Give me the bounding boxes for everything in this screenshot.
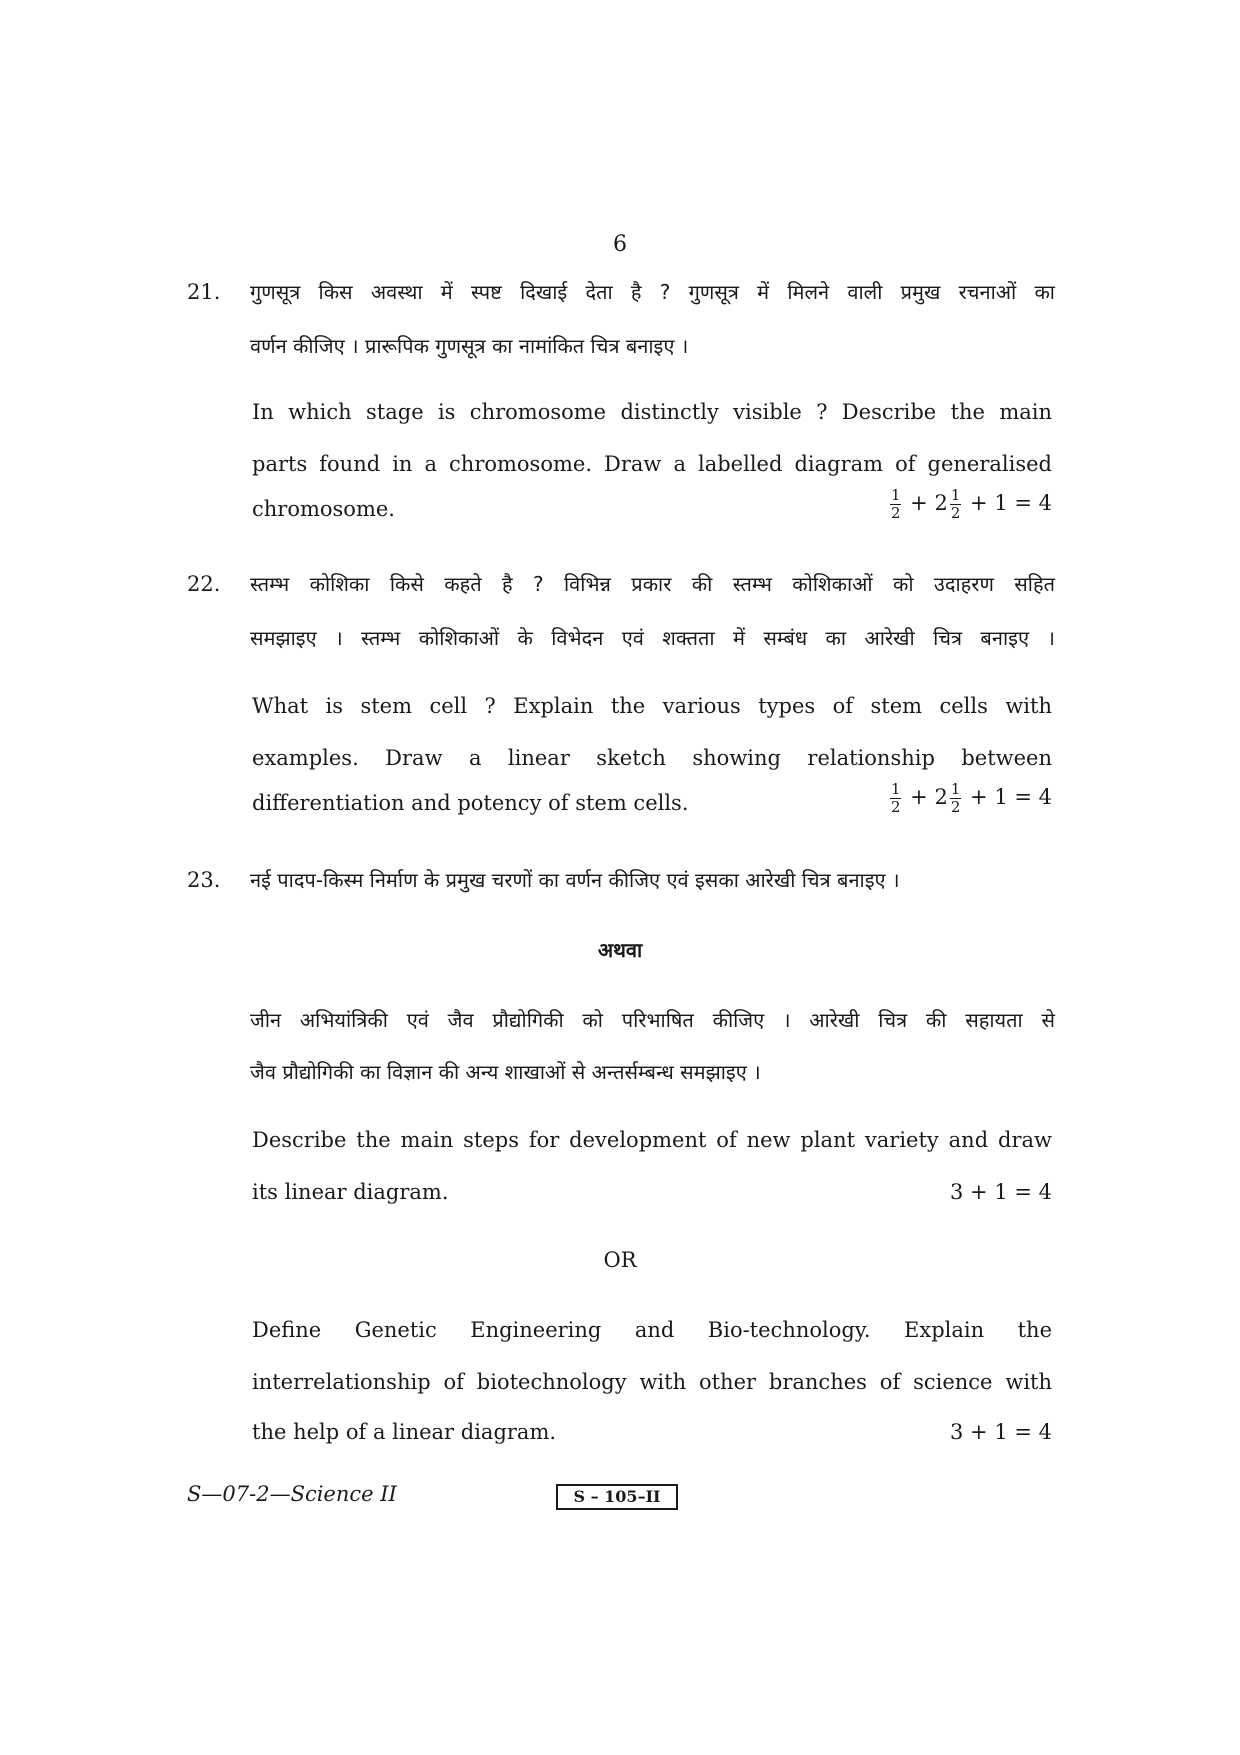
question-22-english-line-2: examples. Draw a linear sketch showing relationship between	[252, 746, 1052, 770]
question-22-hindi-line-1: स्तम्भ कोशिका किसे कहते है ? विभिन्न प्रकार की स्तम्भ कोशिकाओं को उदाहरण सहित	[250, 572, 1055, 596]
question-22-english-line-1: What is stem cell ? Explain the various types of stem cells with	[252, 694, 1052, 718]
question-23-hindi-or: अथवा	[597, 938, 643, 962]
question-21-marks-fraction-1: $\frac{1}{2}$	[890, 486, 901, 522]
question-22-marks-fraction-2: $\frac{1}{2}$	[950, 780, 961, 816]
question-23-hindi-line-1: नई पादप-किस्म निर्माण के प्रमुख चरणों का वर्णन कीजिए एवं इसका आरेखी चित्र बनाइए ।	[250, 868, 900, 892]
question-23-english-line-2: its linear diagram.	[252, 1180, 449, 1204]
question-23-english-line-2-row	[252, 1180, 1052, 1204]
question-23-hindi-alt-line-2: जैव प्रौद्योगिकी का विज्ञान की अन्य शाखाओं से अन्तर्सम्बन्ध समझाइए ।	[250, 1060, 761, 1084]
question-22-number: 22.	[187, 572, 221, 596]
question-23-english-or: OR	[603, 1248, 637, 1272]
question-21-hindi-line-1: गुणसूत्र किस अवस्था में स्पष्ट दिखाई देता है ? गुणसूत्र में मिलने वाली प्रमुख रचनाओं का	[250, 280, 1055, 304]
question-22-marks: $\frac{1}{2}$ + 2 $\frac{1}{2}$ + 1 = 4	[890, 780, 1052, 816]
question-22-english-line-3-row	[252, 782, 1052, 815]
question-23-marks-2: 3 + 1 = 4	[950, 1420, 1052, 1444]
question-21-number: 21.	[187, 280, 221, 304]
question-23-english-alt-line-2: interrelationship of biotechnology with other branches of science with	[252, 1370, 1052, 1394]
question-21-english-line-3-row	[252, 488, 1052, 521]
question-21-hindi-line-2: वर्णन कीजिए । प्रारूपिक गुणसूत्र का नामांकित चित्र बनाइए ।	[250, 334, 689, 358]
question-21-english-line-3: chromosome.	[252, 497, 395, 521]
question-21-marks: $\frac{1}{2}$ + 2 $\frac{1}{2}$ + 1 = 4	[890, 486, 1052, 522]
question-22-english-line-3: differentiation and potency of stem cells.	[252, 791, 689, 815]
footer-boxed-code: S – 105–II	[556, 1484, 678, 1510]
question-23-english-alt-line-1: Define Genetic Engineering and Bio-technology. Explain the	[252, 1318, 1052, 1342]
question-21-english-line-1: In which stage is chromosome distinctly visible ? Describe the main	[252, 400, 1052, 424]
question-23-marks-1: 3 + 1 = 4	[950, 1180, 1052, 1204]
page-number: 6	[613, 232, 627, 257]
question-23-english-alt-line-3: the help of a linear diagram.	[252, 1420, 557, 1444]
question-23-hindi-alt-line-1: जीन अभियांत्रिकी एवं जैव प्रौद्योगिकी को परिभाषित कीजिए । आरेखी चित्र की सहायता से	[250, 1008, 1055, 1032]
question-21-marks-fraction-2: $\frac{1}{2}$	[950, 486, 961, 522]
question-23-english-line-1: Describe the main steps for development of new plant variety and draw	[252, 1128, 1052, 1152]
question-21-english-line-2: parts found in a chromosome. Draw a labelled diagram of generalised	[252, 452, 1052, 476]
question-22-hindi-line-2: समझाइए । स्तम्भ कोशिकाओं के विभेदन एवं शक्तता में सम्बंध का आरेखी चित्र बनाइए ।	[250, 626, 1055, 650]
question-23-english-alt-line-3-row	[252, 1420, 1052, 1444]
footer-paper-code: S—07-2—Science II	[187, 1482, 397, 1506]
question-23-number: 23.	[187, 868, 221, 892]
question-22-marks-fraction-1: $\frac{1}{2}$	[890, 780, 901, 816]
